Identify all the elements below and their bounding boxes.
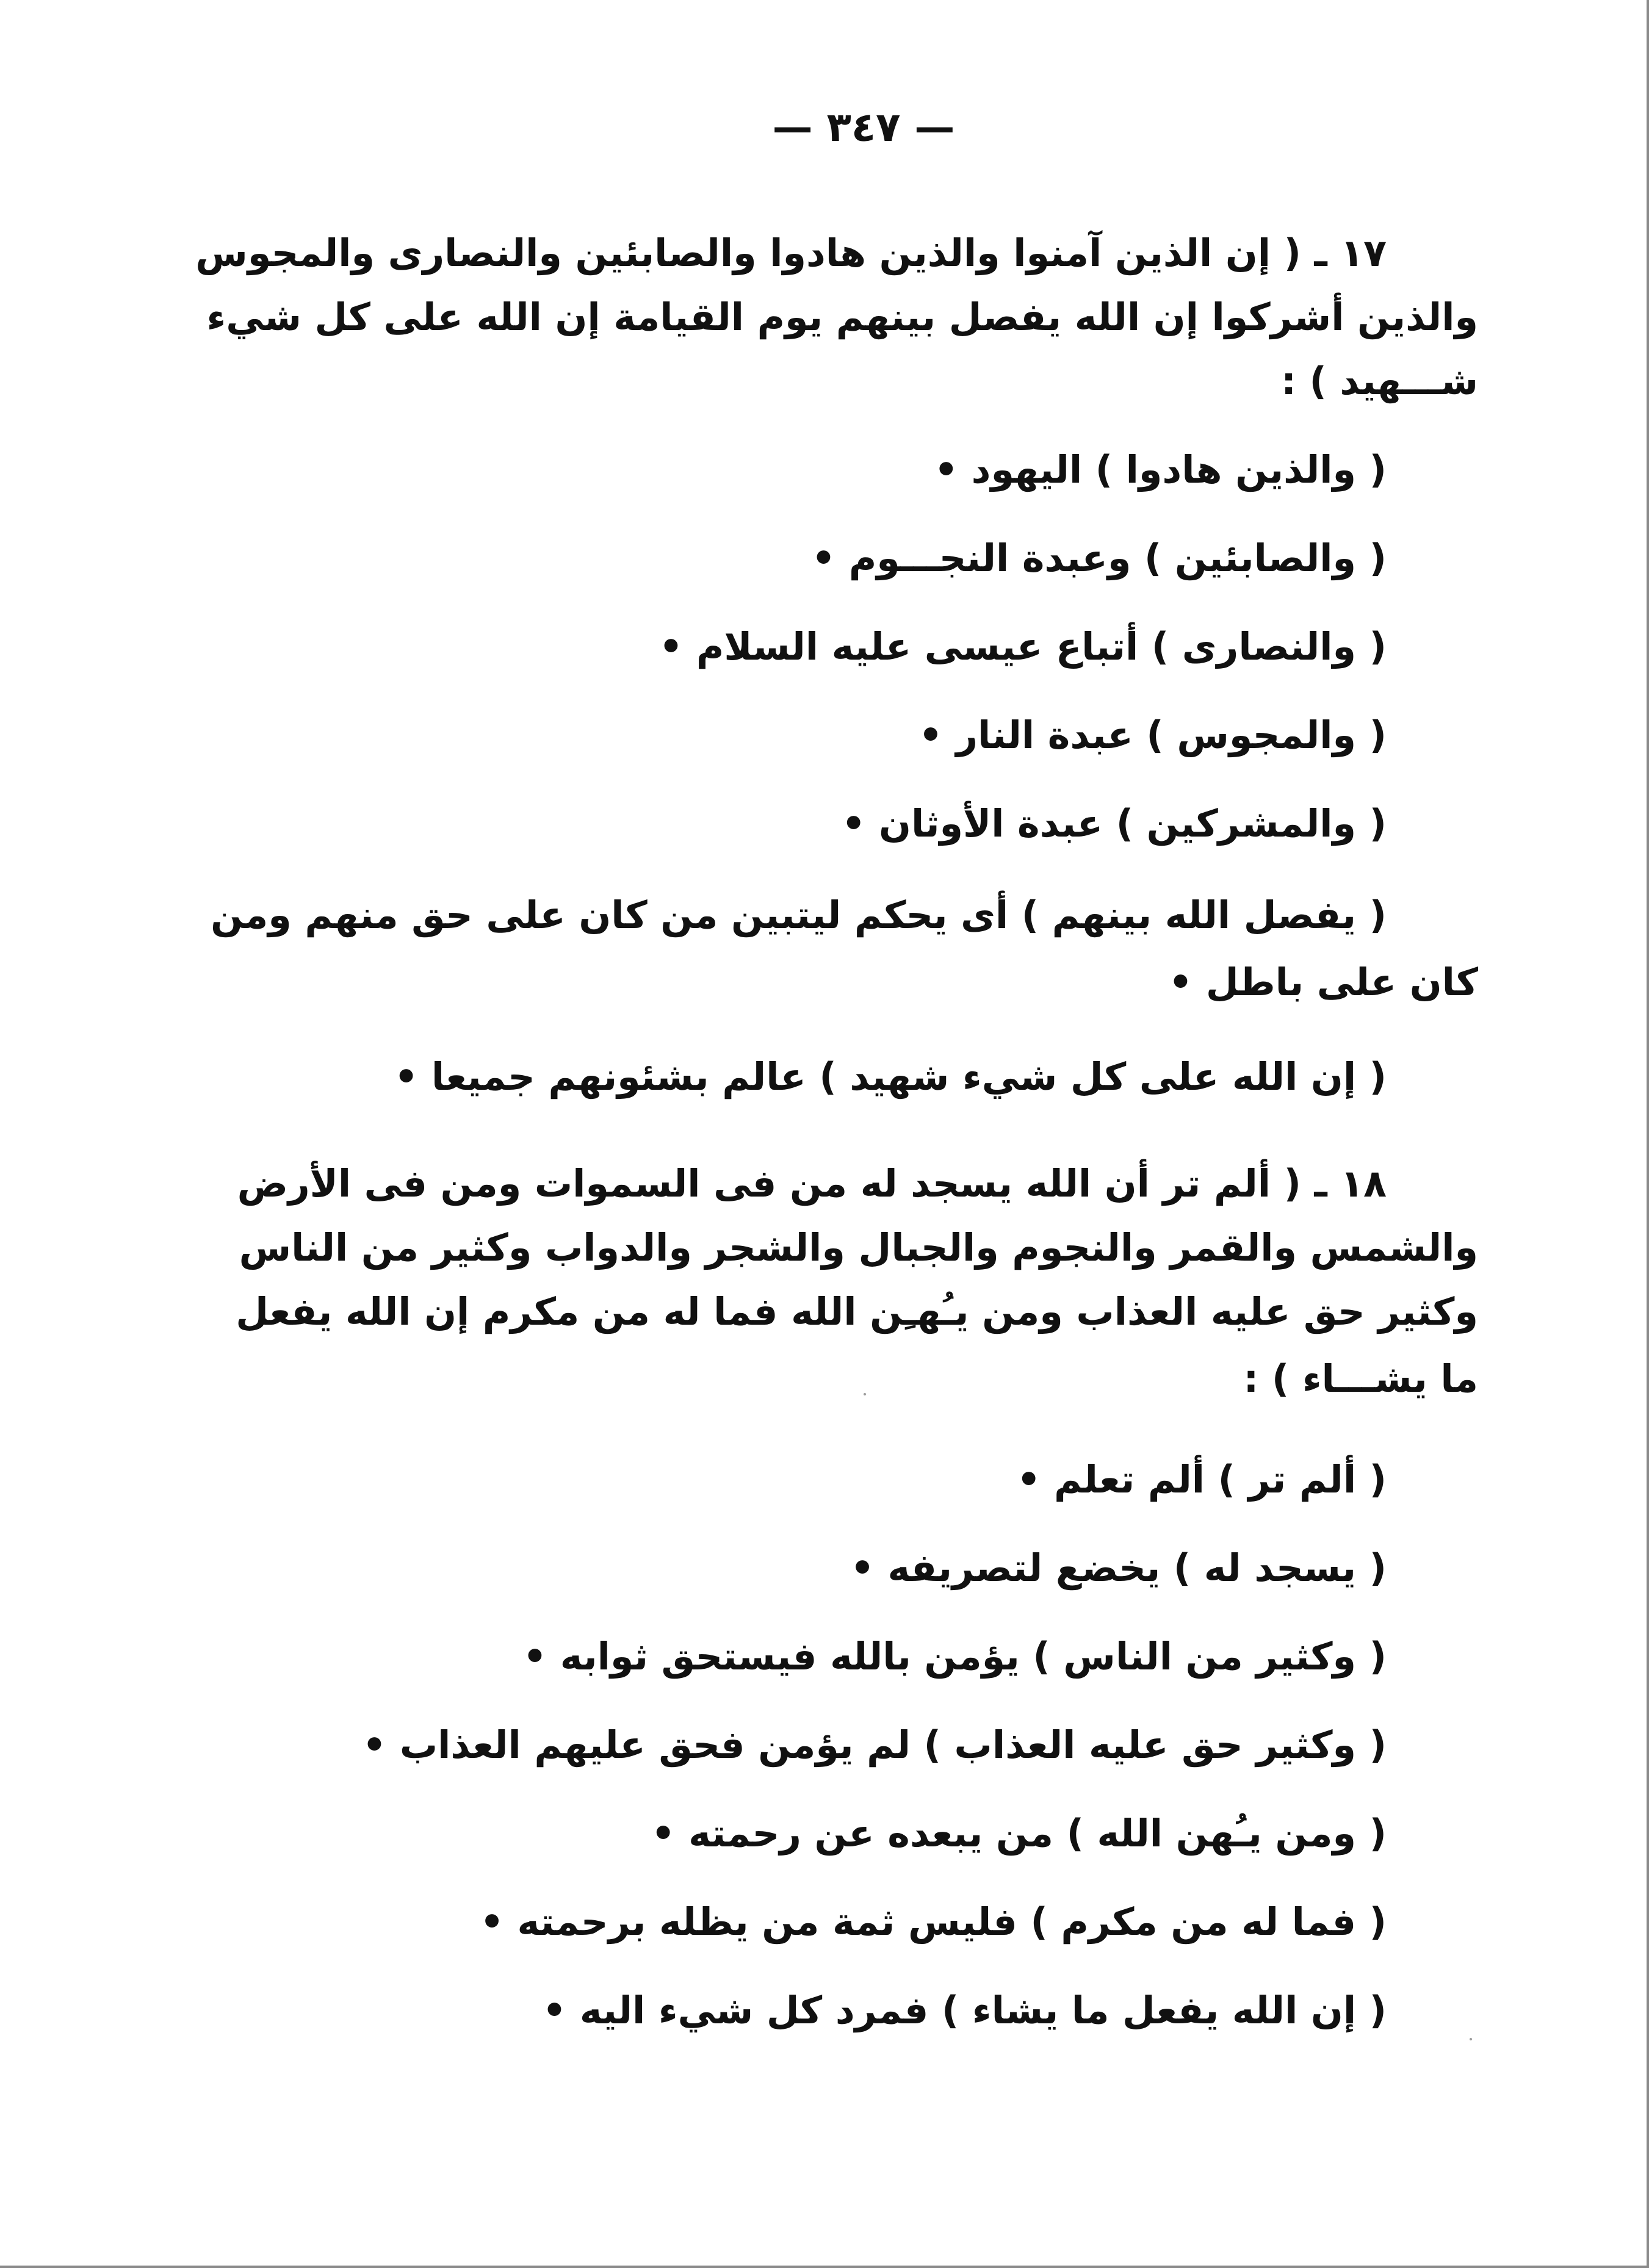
verse-17-line-2: والذين أشركوا إن الله يفصل بينهم يوم القيامة إن الله على كل شيء — [206, 295, 1478, 339]
scan-speck — [864, 1393, 866, 1395]
verse-17-gloss-1: ( والذين هادوا ) اليهود • — [934, 447, 1387, 492]
verse-18-gloss-1: ( ألم تر ) ألم تعلم • — [1016, 1457, 1387, 1502]
verse-18-line-4: ما يشـــاء ) : — [1243, 1356, 1478, 1401]
verse-18-line-3: وكثير حق عليه العذاب ومن يـُهـِن الله فما له من مكرم إن الله يفعل — [236, 1289, 1478, 1334]
verse-17-gloss-long-line-2: كان على باطل • — [1168, 960, 1478, 1004]
page-number: — ٣٤٧ — — [772, 104, 955, 151]
verse-17-gloss-3: ( والنصارى ) أتباع عيسى عليه السلام • — [659, 624, 1387, 669]
verse-17-gloss-long-line-1: ( يفصل الله بينهم ) أى يحكم ليتبين من كان على حق منهم ومن — [211, 893, 1387, 937]
verse-18-line-1: ١٨ ـ ( ألم تر أن الله يسجد له من فى السموات ومن فى الأرض — [237, 1161, 1387, 1206]
verse-18-gloss-5: ( ومن يـُهن الله ) من يبعده عن رحمته • — [651, 1811, 1387, 1856]
verse-17-gloss-4: ( والمجوس ) عبدة النار • — [918, 713, 1387, 757]
page-edge-bottom — [0, 2266, 1649, 2268]
page-edge-right — [1647, 0, 1649, 2268]
scan-speck — [1470, 2038, 1472, 2040]
verse-18-gloss-3: ( وكثير من الناس ) يؤمن بالله فيستحق ثوابه • — [522, 1634, 1387, 1679]
verse-18-gloss-2: ( يسجد له ) يخضع لتصريفه • — [850, 1546, 1387, 1590]
verse-17-gloss-last: ( إن الله على كل شيء شهيد ) عالم بشئونهم جميعا • — [394, 1054, 1387, 1099]
verse-17-line-3: شـــهيد ) : — [1281, 359, 1478, 403]
verse-18-gloss-6: ( فما له من مكرم ) فليس ثمة من يظله برحمته • — [480, 1899, 1387, 1944]
verse-17-gloss-5: ( والمشركين ) عبدة الأوثان • — [841, 801, 1387, 846]
verse-17-gloss-2: ( والصابئين ) وعبدة النجـــوم • — [811, 536, 1387, 580]
verse-18-gloss-4: ( وكثير حق عليه العذاب ) لم يؤمن فحق عليهم العذاب • — [362, 1723, 1387, 1767]
verse-18-gloss-7: ( إن الله يفعل ما يشاء ) فمرد كل شيء اليه • — [542, 1988, 1387, 2032]
verse-18-line-2: والشمس والقمر والنجوم والجبال والشجر والدواب وكثير من الناس — [239, 1225, 1478, 1270]
verse-17-line-1: ١٧ ـ ( إن الذين آمنوا والذين هادوا والصابئين والنصارى والمجوس — [195, 231, 1387, 275]
